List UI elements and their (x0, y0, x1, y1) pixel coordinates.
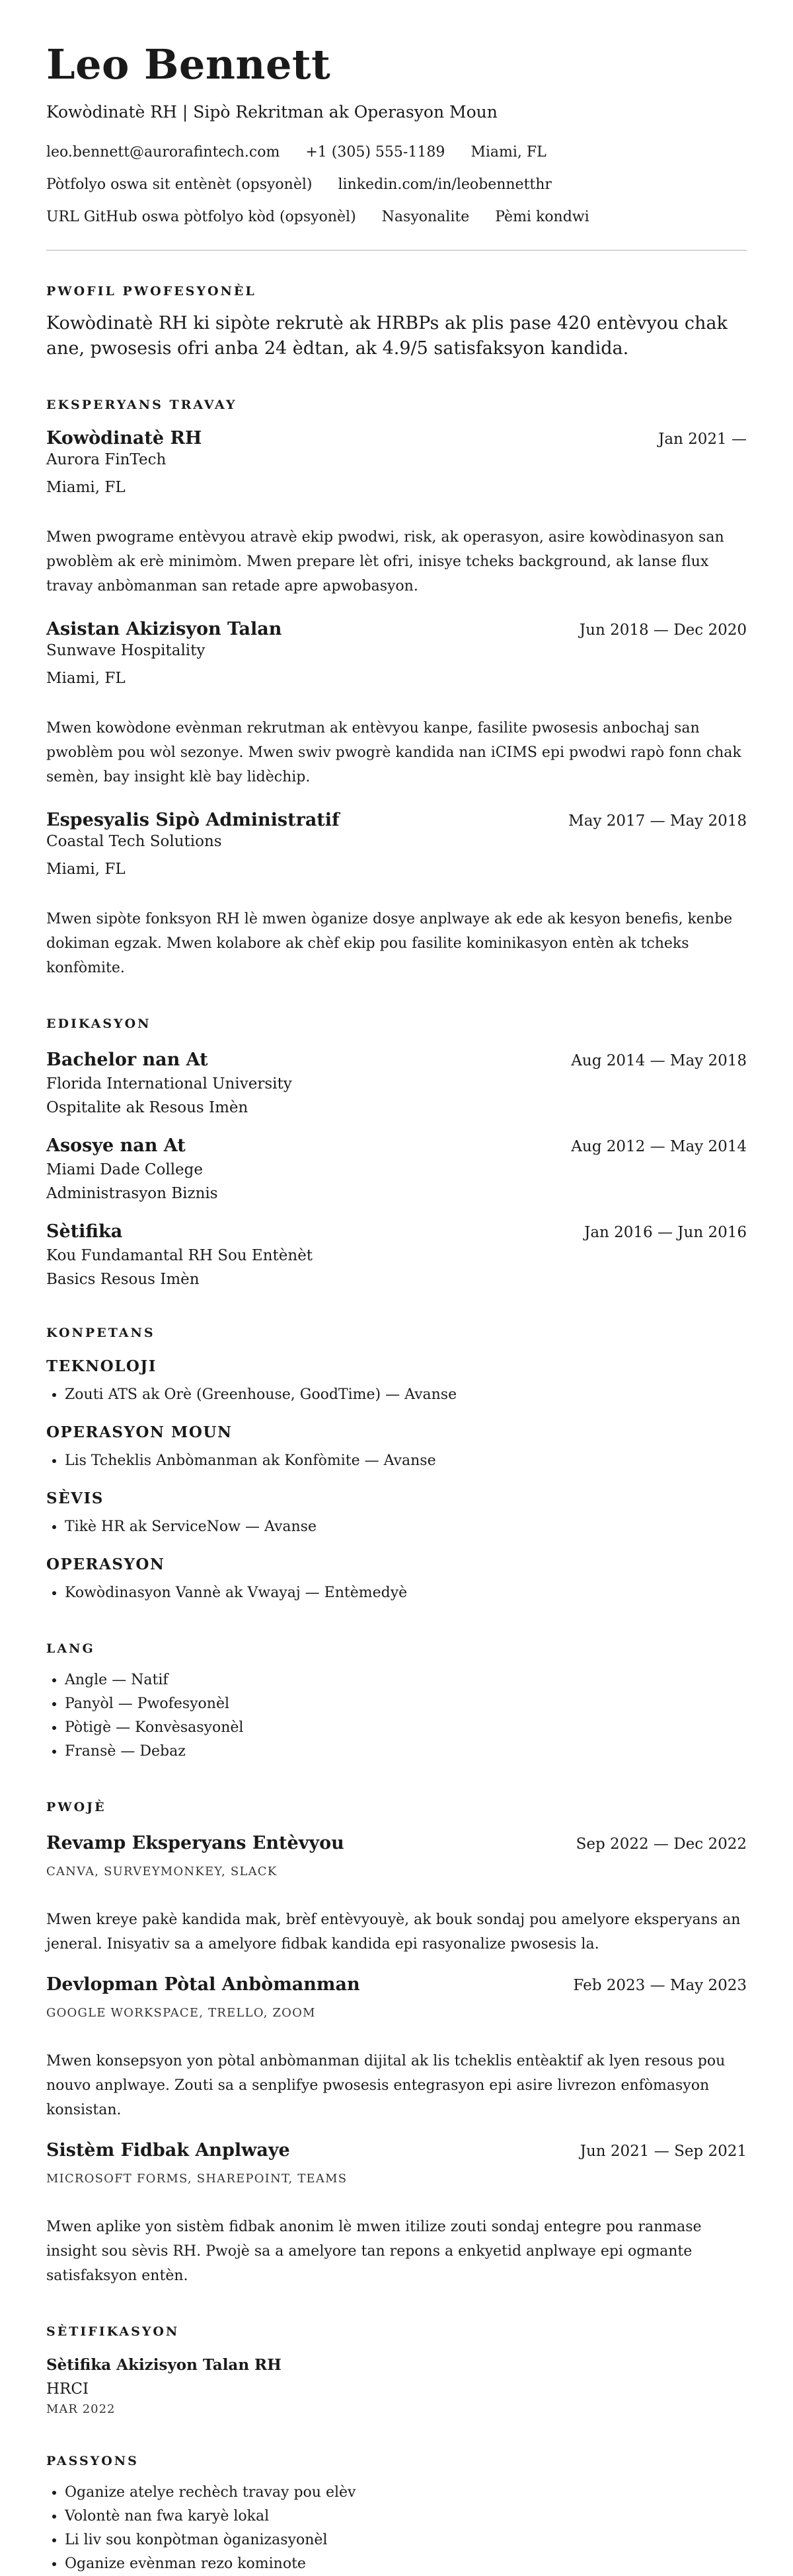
education-entry-header (46, 1221, 747, 1243)
job-title: Asistan Akizisyon Talan (46, 619, 282, 639)
experience-entry (46, 427, 747, 598)
languages-section (46, 1641, 747, 1764)
school-name: Florida International University (46, 1075, 292, 1092)
skill-group-title: OPERASYON MOUN (46, 1423, 233, 1441)
skill-group-title: SÈVIS (46, 1489, 104, 1507)
job-company: Sunwave Hospitality (46, 642, 206, 659)
experience-entry (46, 809, 747, 980)
projects-section-title: PWOJÈ (46, 1800, 106, 1814)
degree-dates: Aug 2012 — May 2014 (571, 1138, 747, 1155)
job-company: Coastal Tech Solutions (46, 833, 222, 850)
job-dates: Jan 2021 — (658, 431, 747, 448)
job-dates: Jun 2018 — Dec 2020 (579, 622, 747, 639)
project-entry-header (46, 2139, 747, 2162)
degree-dates: Jan 2016 — Jun 2016 (584, 1224, 747, 1241)
project-description: Mwen konsepsyon yon pòtal anbòmanman dijital ak lis tcheklis entèaktif ak lyen resous pou nouvo anplwaye. Zouti sa a senplifye pwosesis entegrasyon epi asire livrezon enfòmasyon konsistan. (46, 2053, 726, 2118)
profile-section (46, 283, 747, 361)
education-entry-header (46, 1049, 747, 1071)
project-name: Devlopman Pòtal Anbòmanman (46, 1974, 360, 1995)
school-name: Kou Fundamantal RH Sou Entènèt (46, 1247, 313, 1264)
portfolio-link[interactable]: Pòtfolyo oswa sit entènèt (opsyonèl) (46, 176, 313, 193)
experience-entry-header (46, 427, 747, 450)
education-section (46, 1016, 747, 1289)
skills-section (46, 1325, 747, 1605)
hobby-item: • Oganize evènman rezo kominote (65, 2552, 747, 2576)
projects-section (46, 1799, 747, 2288)
education-entry-header (46, 1135, 747, 1157)
degree-field: Ospitalite ak Resous Imèn (46, 1099, 248, 1116)
education-entry (46, 1135, 747, 1203)
skill-group (46, 1423, 747, 1473)
education-entry (46, 1221, 747, 1289)
job-dates: May 2017 — May 2018 (568, 812, 747, 830)
linkedin-link[interactable]: linkedin.com/in/leobennetthr (338, 176, 552, 193)
hobbies-section (46, 2453, 747, 2576)
education-section-title: EDIKASYON (46, 1017, 151, 1031)
skill-item: • Lis Tcheklis Anbòmanman ak Konfòmite — Avanse (65, 1449, 747, 1473)
skill-item: • Kowòdinasyon Vannè ak Vwayaj — Entèmedyè (65, 1581, 747, 1605)
candidate-name: Leo Bennett (46, 40, 331, 89)
job-title: Espesyalis Sipò Administratif (46, 810, 340, 830)
skill-group (46, 1489, 747, 1539)
degree-title: Asosye nan At (46, 1135, 186, 1156)
project-entry (46, 1832, 747, 1956)
job-description: Mwen pwograme entèvyou atravè ekip pwodwi, risk, ak operasyon, asire kowòdinasyon san pwoblèm ak erè minimòm. Mwen prepare lèt ofri, inisye tcheks background, ak lanse flux travay anbòmanman san retade apre apwobasyon. (46, 529, 724, 594)
language-item: • Pòtigè — Konvèsasyonèl (65, 1716, 747, 1740)
languages-section-title: LANG (46, 1641, 95, 1656)
project-name: Sistèm Fidbak Anplwaye (46, 2140, 290, 2161)
certification-name: Sètifika Akizisyon Talan RH (46, 2356, 282, 2374)
contact-email[interactable]: leo.bennett@aurorafintech.com (46, 144, 280, 161)
skill-group-title: TEKNOLOJI (46, 1357, 157, 1375)
project-entry (46, 2139, 747, 2288)
skill-group-title: OPERASYON (46, 1556, 165, 1573)
skill-list (46, 1515, 747, 1539)
skills-section-title: KONPETANS (46, 1326, 155, 1340)
experience-entry-header (46, 618, 747, 641)
degree-field: Basics Resous Imèn (46, 1271, 200, 1288)
hobby-item: • Li liv sou konpòtman òganizasyonèl (65, 2528, 747, 2552)
github-link[interactable]: URL GitHub oswa pòtfolyo kòd (opsyonèl) (46, 209, 356, 225)
project-entry (46, 1974, 747, 2122)
certifications-section-title: SÈTIFIKASYON (46, 2324, 180, 2339)
profile-summary: Kowòdinatè RH ki sipòte rekrutè ak HRBPs ak plis pase 420 entèvyou chak ane, pwosesis ofri anba 24 èdtan, ak 4.9/5 satisfaksyon kandida. (46, 313, 728, 359)
skill-item: • Tikè HR ak ServiceNow — Avanse (65, 1515, 747, 1539)
experience-section-title: EKSPERYANS TRAVAY (46, 398, 237, 412)
project-name: Revamp Eksperyans Entèvyou (46, 1833, 344, 1853)
degree-title: Bachelor nan At (46, 1050, 208, 1070)
job-company: Aurora FinTech (46, 451, 167, 468)
degree-title: Sètifika (46, 1221, 123, 1242)
language-item: • Panyòl — Pwofesyonèl (65, 1692, 747, 1716)
project-entry-header (46, 1974, 747, 1996)
header-divider (46, 250, 747, 251)
experience-entry-header (46, 809, 747, 832)
job-location: Miami, FL (46, 861, 126, 878)
degree-field: Administrasyon Biznis (46, 1185, 218, 1202)
certifications-section (46, 2324, 747, 2417)
nationality-field: Nasyonalite (381, 209, 470, 225)
experience-section (46, 397, 747, 980)
job-title: Kowòdinatè RH (46, 428, 202, 448)
hobby-item: • Volontè nan fwa karyè lokal (65, 2505, 747, 2528)
language-item: • Fransè — Debaz (65, 1740, 747, 1764)
school-name: Miami Dade College (46, 1161, 203, 1178)
project-entry-header (46, 1832, 747, 1855)
project-dates: Feb 2023 — May 2023 (573, 1977, 747, 1994)
contact-phone[interactable]: +1 (305) 555-1189 (305, 144, 445, 161)
contact-location: Miami, FL (471, 144, 547, 161)
contact-line-links (46, 175, 747, 195)
project-description: Mwen kreye pakè kandida mak, brèf entèvyouyè, ak bouk sondaj pou amelyore eksperyans an jeneral. Inisyativ sa a amelyore fidbak kandida epi rasyonalize pwosesis la. (46, 1912, 741, 1952)
hobby-item: • Oganize atelye rechèch travay pou elèv (65, 2481, 747, 2505)
skill-list (46, 1581, 747, 1605)
candidate-headline: Kowòdinatè RH | Sipò Rekritman ak Operasyon Moun (46, 102, 498, 122)
certification-date: MAR 2022 (46, 2402, 116, 2416)
experience-entry (46, 618, 747, 789)
skill-item: • Zouti ATS ak Orè (Greenhouse, GoodTime) — Avanse (65, 1383, 747, 1407)
project-dates: Sep 2022 — Dec 2022 (576, 1836, 747, 1853)
education-entry (46, 1049, 747, 1118)
project-dates: Jun 2021 — Sep 2021 (580, 2143, 747, 2160)
language-list (46, 1668, 747, 1764)
project-tools: CANVA, SURVEYMONKEY, SLACK (46, 1865, 278, 1878)
project-tools: MICROSOFT FORMS, SHAREPOINT, TEAMS (46, 2172, 348, 2186)
job-description: Mwen sipòte fonksyon RH lè mwen òganize dosye anplwaye ak ede ak kesyon benefis, kenbe dokiman egzak. Mwen kolabore ak chèf ekip pou fasilite kominikasyon entèn ak tcheks konfòmite. (46, 911, 733, 976)
skill-group (46, 1357, 747, 1407)
hobbies-section-title: PASSYONS (46, 2454, 139, 2468)
job-location: Miami, FL (46, 670, 126, 687)
skill-list (46, 1449, 747, 1473)
skill-list (46, 1383, 747, 1407)
driving-license-field: Pèmi kondwi (495, 209, 589, 225)
project-description: Mwen aplike yon sistèm fidbak anonim lè mwen itilize zouti sondaj entegre pou ranmase insight sou sèvis RH. Pwojè sa a amelyore tan repons a enkyetid anplwaye epi ogmante satisfaksyon entèn. (46, 2219, 702, 2284)
degree-dates: Aug 2014 — May 2018 (571, 1052, 747, 1069)
contact-line-extra (46, 207, 747, 227)
certification-entry (46, 2355, 747, 2417)
contact-line-primary (46, 143, 747, 162)
job-location: Miami, FL (46, 479, 126, 496)
profile-section-title: PWOFIL PWOFESYONÈL (46, 284, 256, 299)
language-item: • Angle — Natif (65, 1668, 747, 1692)
certification-issuer: HRCI (46, 2380, 89, 2398)
project-tools: GOOGLE WORKSPACE, TRELLO, ZOOM (46, 2006, 316, 2020)
skill-group (46, 1555, 747, 1605)
hobby-list (46, 2481, 747, 2576)
resume-header (46, 41, 747, 251)
job-description: Mwen kowòdone evènman rekrutman ak entèvyou kanpe, fasilite pwosesis anbochaj san pwoblèm pou wòl sezonye. Mwen swiv pwogrè kandida nan iCIMS epi pwodwi rapò fonn chak semèn, bay insight klè bay lidèchip. (46, 720, 741, 785)
